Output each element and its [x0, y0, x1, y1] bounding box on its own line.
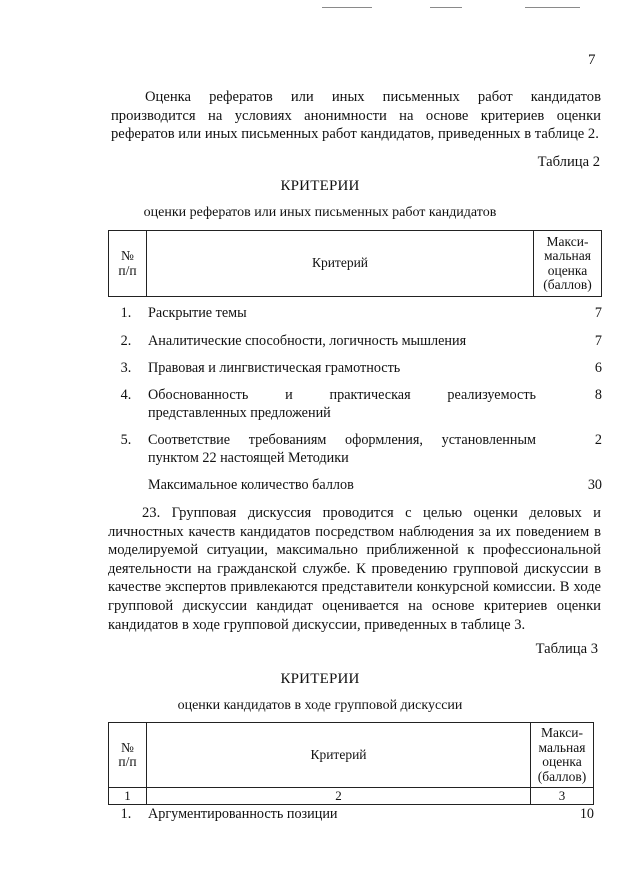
row-criterion: Правовая и лингвистическая грамотность — [148, 360, 401, 376]
scan-mark-top-3 — [525, 7, 580, 8]
table-row — [108, 386, 602, 424]
table-row — [108, 359, 602, 379]
table2-subtitle: оценки рефератов или иных письменных работ кандидатов — [143, 205, 497, 220]
intro-paragraph: Оценка рефератов или иных письменных работ кандидатов производится на условиях анонимности на основе критериев оценки рефератов или иных письменных работ кандидатов, приведенных в таблице 2. — [111, 89, 601, 143]
row-number: 4. — [120, 387, 132, 403]
row-criterion: Раскрытие темы — [148, 305, 247, 321]
table2-header-criterion: Критерий — [147, 231, 534, 296]
row-criterion: Аналитические способности, логичность мышления — [148, 333, 467, 349]
table3-header-num: № п/п — [109, 723, 147, 787]
table-row — [108, 332, 602, 352]
row-score: 7 — [594, 333, 602, 349]
row-number: 1. — [120, 806, 132, 822]
row-score: 7 — [594, 305, 602, 321]
row-score: 8 — [594, 387, 602, 403]
table2-header-max: Макси-мальная оценка (баллов) — [543, 233, 592, 292]
row-score: 6 — [594, 360, 602, 376]
total-label: Максимальное количество баллов — [148, 477, 354, 493]
table3-header-criterion: Критерий — [147, 723, 531, 787]
table3-title: КРИТЕРИИ — [280, 671, 360, 687]
table2-title: КРИТЕРИИ — [280, 178, 360, 194]
table2-label: Таблица 2 — [537, 154, 600, 170]
table2-header-num: № п/п — [109, 231, 147, 296]
paragraph-23: 23. Групповая дискуссия проводится с целью оценки деловых и личностных качеств кандидатов посредством наблюдения за их поведением в моделируемой ситуации, максимально приближенной к профессиональной деятельности на гражданской службе. К проведению групповой дискуссии в качестве экспертов привлекаются представители конкурсной комиссии. В ходе групповой дискуссии кандидат оценивается на основе критериев оценки кандидатов в ходе групповой дискуссии, приведенных в таблице 3. — [108, 505, 601, 633]
table3-column-numbers — [108, 788, 594, 805]
column-number: 2 — [147, 788, 531, 804]
table2-total-row — [108, 476, 602, 496]
page-number: 7 — [588, 52, 596, 68]
table2-header — [108, 230, 602, 297]
table3-header — [108, 722, 594, 788]
row-criterion: Аргументированность позиции — [148, 806, 338, 822]
row-number: 5. — [120, 432, 132, 448]
table3-label: Таблица 3 — [535, 641, 598, 657]
scan-mark-top-1 — [322, 7, 372, 8]
table-row — [108, 805, 594, 825]
row-criterion: Обоснованность и практическая реализуемость представленных предложений — [148, 387, 536, 421]
table-row — [108, 431, 602, 469]
total-score: 30 — [587, 477, 602, 493]
column-number: 3 — [558, 788, 566, 803]
row-criterion: Соответствие требованиям оформления, установленным пунктом 22 настоящей Методики — [148, 432, 536, 466]
row-score: 2 — [594, 432, 602, 448]
row-number: 3. — [120, 360, 132, 376]
table-row — [108, 304, 602, 324]
row-number: 2. — [120, 333, 132, 349]
row-number: 1. — [120, 305, 132, 321]
scan-mark-top-2 — [430, 7, 462, 8]
table3-subtitle: оценки кандидатов в ходе групповой дискуссии — [177, 698, 463, 713]
column-number: 1 — [109, 788, 147, 804]
table3-header-max: Макси-мальная оценка (баллов) — [537, 725, 587, 784]
row-score: 10 — [579, 806, 594, 822]
